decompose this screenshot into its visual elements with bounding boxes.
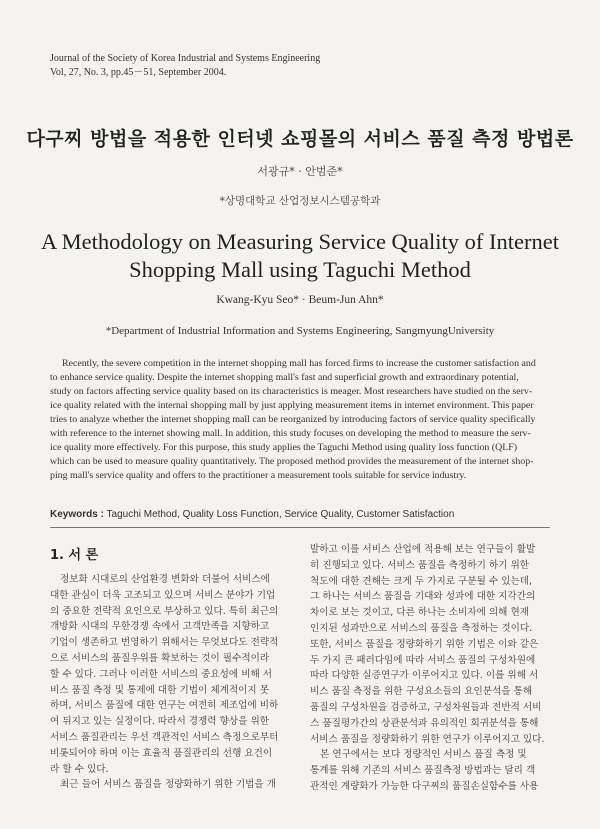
body-line: 차이로 보는 것이고, 다른 하나는 소비자에 의해 현재 bbox=[310, 607, 530, 619]
english-authors: Kwang-Kyu Seo* · Beum-Jun Ahn* bbox=[216, 294, 384, 306]
body-line: 따라 다양한 실증연구가 이루어지고 있다. 이를 위해 서 bbox=[310, 670, 539, 682]
section-heading: 1. 서 론 bbox=[50, 548, 99, 563]
body-line: 비스 품질 측정 및 통제에 대한 기법이 체계적이지 못 bbox=[50, 684, 270, 696]
body-line: 여 뒤지고 있는 실정이다. 따라서 경쟁력 향상을 위한 bbox=[50, 716, 270, 728]
abstract-line: study on factors affecting service quality based on its characteristics is meager. Most researchers have studied on the serv- bbox=[50, 386, 533, 397]
body-line: 관적인 계량화가 가능한 다구찌의 품질손실함수를 사용 bbox=[310, 780, 539, 792]
body-line: 비롯되어야 하며 이는 효율적 품질관리의 선행 요건이 bbox=[50, 747, 273, 759]
journal-info bbox=[50, 52, 320, 80]
abstract-line: tries to analyze whether the internet shopping mall can be reorganized by introducing factors of service quality specifically bbox=[50, 414, 536, 425]
english-affiliation: *Department of Industrial Information and Systems Engineering, SangmyungUniversity bbox=[105, 325, 495, 337]
body-line: 그 하나는 서비스 품질을 기대와 성과에 대한 지각간의 bbox=[310, 591, 536, 603]
body-line: 서비스 품질관리는 우선 객관적인 서비스 측정으로부터 bbox=[50, 731, 279, 743]
english-title-line-2: Shopping Mall using Taguchi Method bbox=[129, 257, 471, 282]
abstract-line: Recently, the severe competition in the internet shopping mall has forced firms to increase the customer satisfaction and bbox=[62, 358, 536, 369]
body-line: 기업이 생존하고 번영하기 위해서는 무엇보다도 전략적 bbox=[50, 637, 279, 649]
body-line: 척도에 대한 견해는 크게 두 가지로 구분될 수 있는데, bbox=[310, 575, 533, 587]
body-line: 으로 서비스의 품질우위를 확보하는 것이 필수적이라 bbox=[50, 652, 270, 664]
body-line: 최근 들어 서비스 품질을 정량화하기 위한 기법을 개 bbox=[60, 779, 276, 791]
body-line: 두 가지 큰 패러다임에 따라 서비스 품질의 구성차원에 bbox=[310, 654, 536, 666]
abstract-line: ice quality related with the internal shopping mall by just applying measurement items in internet environment. This paper bbox=[50, 400, 534, 411]
body-line: 인지된 성과만으로 서비스의 품질을 측정하는 것이다. bbox=[310, 622, 533, 634]
keywords-label: Keywords : bbox=[50, 509, 104, 520]
abstract-line: ice quality more effectively. For this purpose, this study applies the Taguchi Method using quality loss function (QLF) bbox=[50, 442, 518, 453]
journal-volume: Vol, 27, No. 3, pp.45－51, September 2004. bbox=[50, 67, 227, 78]
body-line: 히 진행되고 있다. 서비스 품질을 측정하기 하기 위한 bbox=[310, 559, 530, 571]
body-line: 또한, 서비스 품질을 정량화하기 위한 기법은 이와 같은 bbox=[310, 638, 539, 650]
body-line: 정보화 시대로의 산업환경 변화와 더불어 서비스에 bbox=[60, 574, 270, 585]
abstract bbox=[50, 357, 550, 483]
body-line: 라 할 수 있다. bbox=[50, 763, 109, 775]
english-title bbox=[0, 228, 600, 284]
body-line: 품질의 구성차원을 검증하고, 구성차원들과 전반적 서비 bbox=[310, 701, 542, 713]
keywords-text: Taguchi Method, Quality Loss Function, Service Quality, Customer Satisfaction bbox=[103, 509, 455, 520]
divider bbox=[50, 527, 550, 528]
body-line: 스 품질평가간의 상관분석과 유의적인 회귀분석을 통해 bbox=[310, 717, 539, 729]
body-line: 발하고 이를 서비스 산업에 적용해 보는 연구들이 활발 bbox=[310, 544, 536, 555]
body-line: 하며, 서비스 품질에 대한 연구는 여전히 제조업에 비하 bbox=[50, 700, 279, 712]
abstract-line: with reference to the internet showing mall. In addition, this study focuses on developing the method to measure the serv- bbox=[50, 428, 531, 439]
english-title-line-1: A Methodology on Measuring Service Quality of Internet bbox=[40, 229, 560, 254]
body-line: 의 중요한 전략적 요인으로 부상하고 있다. 특히 최근의 bbox=[50, 605, 279, 617]
body-line: 개방화 시대의 무한경쟁 속에서 고객만족을 지향하고 bbox=[50, 621, 270, 633]
left-column bbox=[50, 572, 290, 793]
body-line: 할 수 있다. 그러나 이러한 서비스의 중요성에 비해 서 bbox=[50, 668, 273, 680]
journal-name: Journal of the Society of Korea Industrial and Systems Engineering bbox=[50, 53, 321, 64]
korean-title: 다구찌 방법을 적용한 인터넷 쇼핑몰의 서비스 품질 측정 방법론 bbox=[26, 128, 574, 150]
abstract-line: ping mall's service quality and offers to the practitioner a measurement tools suitable for service industry. bbox=[50, 470, 467, 481]
body-line: 대한 관심이 더욱 고조되고 있으며 서비스 분야가 기업 bbox=[50, 589, 276, 601]
korean-authors: 서광규* · 안범준* bbox=[257, 165, 343, 178]
keywords bbox=[50, 509, 454, 520]
body-line: 통계를 위해 기존의 서비스 품질측정 방법과는 달리 객 bbox=[310, 765, 536, 777]
body-line: 본 연구에서는 보다 정량적인 서비스 품질 측정 및 bbox=[320, 749, 527, 761]
body-line: 비스 품질 측정을 위한 구성요소들의 요인분석을 통해 bbox=[310, 686, 533, 698]
right-column bbox=[310, 542, 550, 795]
abstract-line: to enhance service quality. Despite the internet shopping mall's fast and superficial growth and extraordinary potential, bbox=[50, 372, 519, 383]
korean-affiliation: *상명대학교 산업정보시스템공학과 bbox=[219, 195, 381, 207]
body-line: 서비스 품질을 정량화하기 위한 연구가 이루어지고 있다. bbox=[310, 733, 545, 745]
abstract-line: which can be used to measure quality quantitatively. The proposed method provides the measurement of the internet shop- bbox=[50, 456, 534, 467]
